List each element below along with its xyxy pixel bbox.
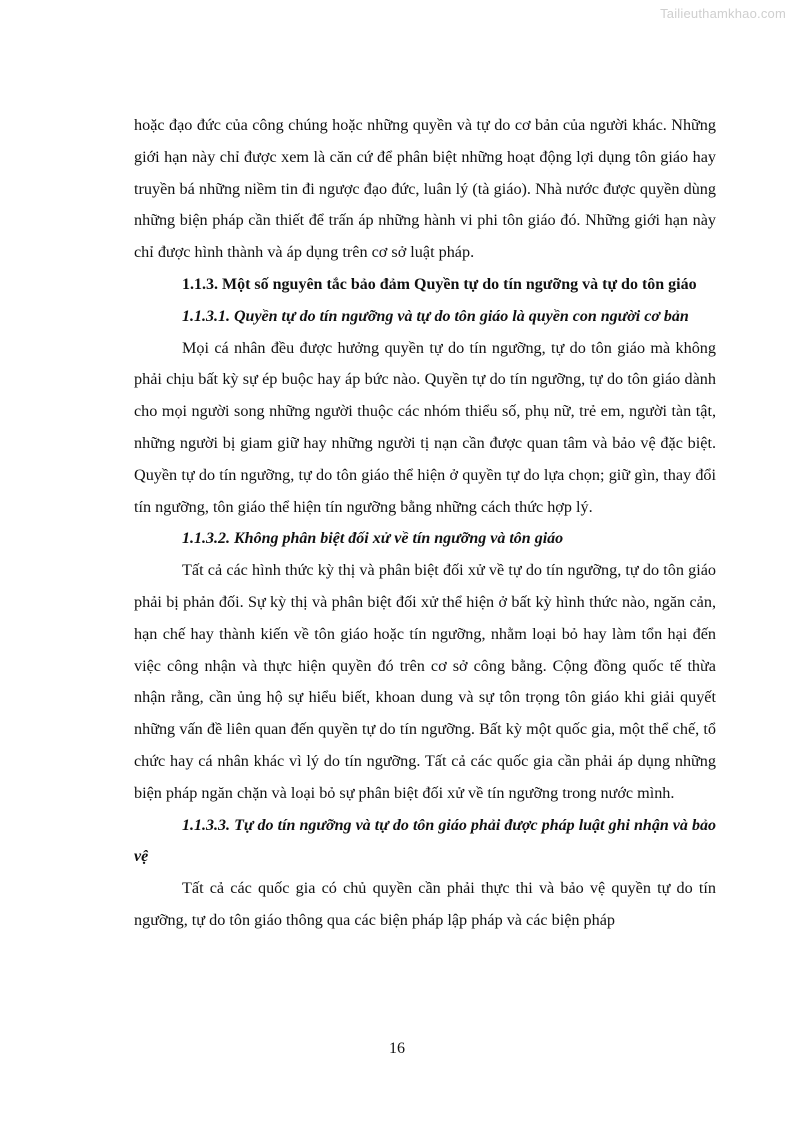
paragraph-legal-protection: Tất cả các quốc gia có chủ quyền cần phải thực thi và bảo vệ quyền tự do tín ngưỡng, tự do tôn giáo thông qua các biện pháp lập pháp và các biện pháp (134, 879, 716, 929)
paragraph-non-discrimination: Tất cả các hình thức kỳ thị và phân biệt đối xử về tự do tín ngưỡng, tự do tôn giáo phải bị phản đối. Sự kỳ thị và phân biệt đối xử thể hiện ở bất kỳ hình thức nào, ngăn cản, hạn chế hay thành kiến về tôn giáo hoặc tín ngưỡng, nhằm loại bỏ hay làm tổn hại đến việc công nhận và thực hiện quyền đó trên cơ sở công bằng. Cộng đồng quốc tế thừa nhận rằng, cần ủng hộ sự hiểu biết, khoan dung và sự tôn trọng tôn giáo khi giải quyết những vấn đề liên quan đến quyền tự do tín ngưỡng. Bất kỳ một quốc gia, một thể chế, tổ chức hay cá nhân khác vì lý do tín ngưỡng. Tất cả các quốc gia cần phải áp dụng những biện pháp ngăn chặn và loại bỏ sự phân biệt đối xử về tín ngưỡng trong nước mình. (134, 561, 716, 802)
document-body (134, 110, 716, 937)
page-number: 16 (389, 1040, 405, 1057)
subsection-heading-1-1-3-3: 1.1.3.3. Tự do tín ngưỡng và tự do tôn giáo phải được pháp luật ghi nhận và bảo vệ (134, 816, 716, 866)
paragraph-continuation: hoặc đạo đức của công chúng hoặc những quyền và tự do cơ bản của người khác. Những giới hạn này chỉ được xem là căn cứ để phân biệt những hoạt động lợi dụng tôn giáo hay truyền bá những niềm tin đi ngược đạo đức, luân lý (tà giáo). Nhà nước được quyền dùng những biện pháp cần thiết để trấn áp những hành vi phi tôn giáo đó. Những giới hạn này chỉ được hình thành và áp dụng trên cơ sở luật pháp. (134, 116, 716, 262)
watermark-text: Tailieuthamkhao.com (660, 6, 786, 21)
subsection-heading-1-1-3-1: 1.1.3.1. Quyền tự do tín ngưỡng và tự do tôn giáo là quyền con người cơ bản (182, 307, 689, 325)
subsection-heading-1-1-3-2: 1.1.3.2. Không phân biệt đối xử về tín ngưỡng và tôn giáo (182, 530, 564, 548)
section-heading-1-1-3: 1.1.3. Một số nguyên tắc bảo đảm Quyền tự do tín ngưỡng và tự do tôn giáo (182, 275, 697, 293)
paragraph-basic-rights: Mọi cá nhân đều được hưởng quyền tự do tín ngưỡng, tự do tôn giáo mà không phải chịu bất kỳ sự ép buộc hay áp bức nào. Quyền tự do tín ngưỡng, tự do tôn giáo dành cho mọi người song những người thuộc các nhóm thiểu số, phụ nữ, trẻ em, người tàn tật, những người bị giam giữ hay những người tị nạn cần được quan tâm và bảo vệ đặc biệt. Quyền tự do tín ngưỡng, tự do tôn giáo thể hiện ở quyền tự do lựa chọn; giữ gìn, thay đổi tín ngưỡng, tôn giáo thể hiện tín ngưỡng bằng những cách thức hợp lý. (134, 338, 716, 516)
